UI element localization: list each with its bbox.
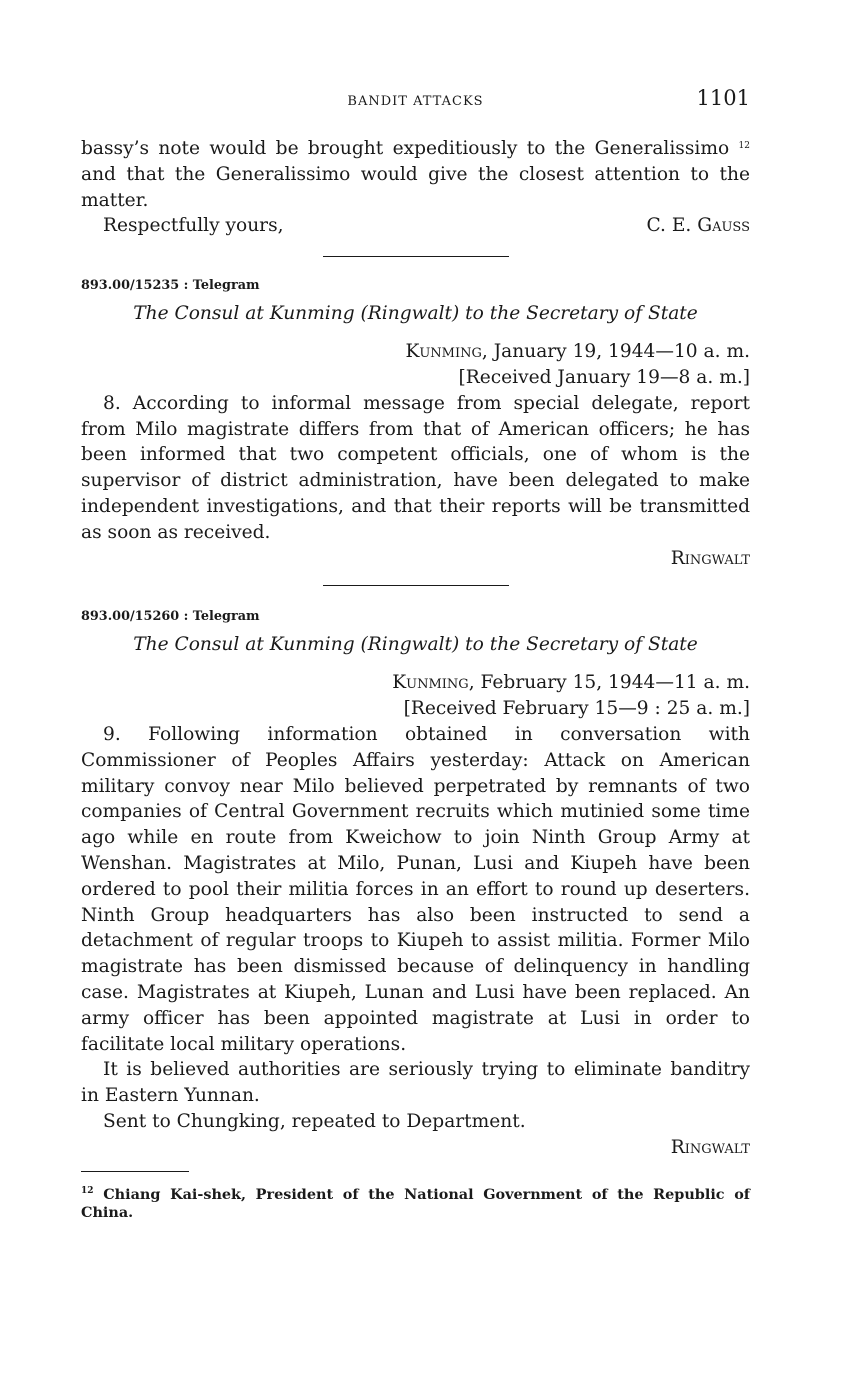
page-number: 1101 [696,86,750,110]
footnote-marker: 12 [81,1185,94,1196]
document-title: The Consul at Kunming (Ringwalt) to the Secretary of State [133,634,698,656]
running-title: BANDIT ATTACKS [347,94,484,109]
file-number: 893.00/15260 : Telegram [81,609,260,625]
footnote [81,1182,750,1223]
complimentary-close: Respectfully yours, [103,215,284,237]
closing-line [81,213,750,239]
signature: Ringwalt [670,1136,750,1158]
telegram-body: It is believed authorities are seriously trying to eliminate banditry in Eastern Yunnan. [81,1059,750,1107]
continued-text-2: and that the Generalissimo would give the closest attention to the matter. [81,163,750,211]
file-number: 893.00/15235 : Telegram [81,278,260,294]
continued-text: bassy’s note would be brought expeditiously to the Generalissimo [81,138,730,159]
dateline-place: Kunming, [405,341,488,363]
document-title: The Consul at Kunming (Ringwalt) to the Secretary of State [133,303,698,325]
telegram-body: 8. According to informal message from special delegate, report from Milo magistrate differs from that of American officers; he has been informed that two competent officials, one of whom is the supervisor of district administration, have been delegated to make independent investigations, and that their reports will be transmitted as soon as received. [81,392,750,543]
received-line: [Received February 15—9 : 25 a. m.] [403,698,750,720]
footnote-reference: 12 [738,141,750,151]
telegram-body: Sent to Chungking, repeated to Department. [103,1110,526,1132]
footnote-text: Chiang Kai-shek, President of the National Government of the Republic of China. [81,1185,750,1221]
telegram-body: 9. Following information obtained in conversation with Commissioner of Peoples Affairs yesterday: Attack on American military convoy near Milo believed perpetrated by remnants of two companies of Central Government recruits which mutinied some time ago while en route from Kweichow to join Ninth Group Army at Wenshan. Magistrates at Milo, Punan, Lusi and Kiupeh have been ordered to pool their militia forces in an effort to round up deserters. Ninth Group headquarters has also been instructed to send a detachment of regular troops to Kiupeh to assist militia. Former Milo magistrate has been dismissed because of delinquency in handling case. Magistrates at Kiupeh, Lunan and Lusi have been replaced. An army officer has been appointed magistrate at Lusi in order to facilitate local military operations. [81,723,750,1055]
received-line: [Received January 19—8 a. m.] [458,366,750,388]
dateline-date: January 19, 1944—10 a. m. [493,341,750,363]
running-head [81,86,750,116]
continued-paragraph [81,134,750,213]
dateline-date: February 15, 1944—11 a. m. [480,672,750,694]
dateline-place: Kunming, [392,672,475,694]
signature: C. E. Gauss [646,215,750,237]
dateline [81,670,750,696]
signature: Ringwalt [670,547,750,569]
dateline [81,339,750,365]
document-page [81,86,750,1223]
